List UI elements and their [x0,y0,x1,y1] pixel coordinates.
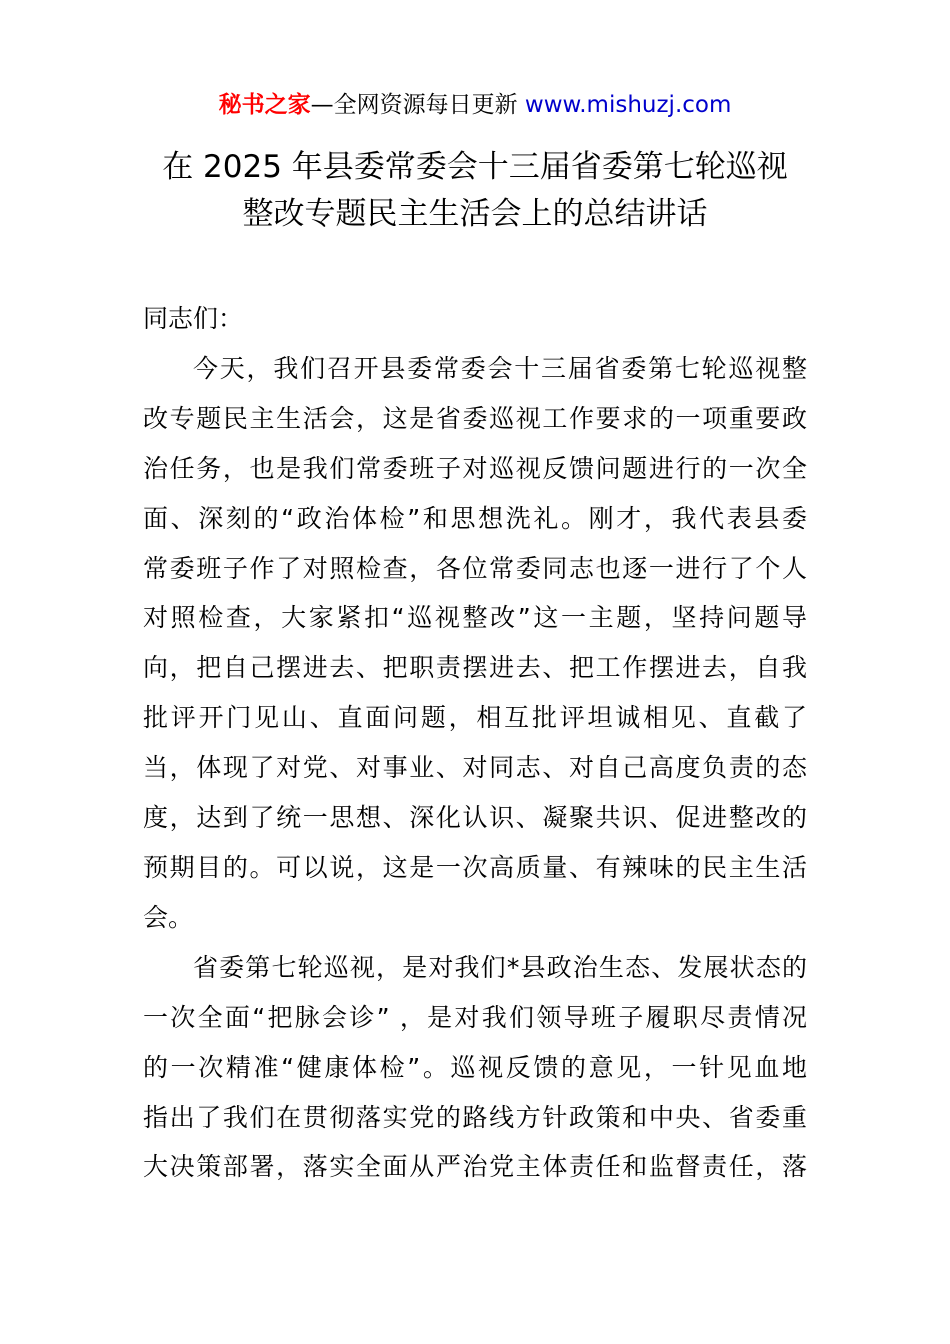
text-line: 的一次精准“健康体检”。巡视反馈的意见，一针见血地 [143,1052,807,1082]
text-line: 指出了我们在贯彻落实党的路线方针政策和中央、省委重 [143,1102,807,1132]
paragraph [143,344,807,943]
text-line: 向，把自己摆进去、把职责摆进去、把工作摆进去，自我 [143,653,807,683]
document-title [100,144,850,238]
text-line: 对照检查，大家紧扣“巡视整改”这一主题，坚持问题导 [143,603,807,633]
text-line: 当，体现了对党、对事业、对同志、对自己高度负责的态 [143,753,807,783]
text-line: 改专题民主生活会，这是省委巡视工作要求的一项重要政 [143,403,807,433]
title-line: 整改专题民主生活会上的总结讲话 [242,196,708,232]
text-line: 大决策部署，落实全面从严治党主体责任和监督责任，落 [143,1152,807,1182]
text-line: 批评开门见山、直面问题，相互批评坦诚相见、直截了 [143,703,807,733]
text-line: 预期目的。可以说，这是一次高质量、有辣味的民主生活 [143,852,807,882]
paragraph [143,943,807,1193]
site-header [0,88,950,122]
header-tagline: —全网资源每日更新 [310,92,525,118]
text-line: 省委第七轮巡视，是对我们*县政治生态、发展状态的 [193,952,807,982]
text-line: 治任务，也是我们常委班子对巡视反馈问题进行的一次全 [143,453,807,483]
title-line: 在 2025 年县委常委会十三届省委第七轮巡视 [162,149,788,185]
text-line: 度，达到了统一思想、深化认识、凝聚共识、促进整改的 [143,803,807,833]
text-line: 会。 [143,902,194,932]
site-url-link[interactable]: www.mishuzj.com [524,92,732,118]
salutation: 同志们： [143,304,244,333]
text-line: 今天，我们召开县委常委会十三届省委第七轮巡视整 [193,353,807,383]
document-body [143,294,807,1192]
brand-name: 秘书之家 [218,92,311,118]
text-line: 常委班子作了对照检查，各位常委同志也逐一进行了个人 [143,553,807,583]
text-line: 一次全面“把脉会诊” ，是对我们领导班子履职尽责情况 [143,1002,807,1032]
text-line: 面、深刻的“政治体检”和思想洗礼。刚才，我代表县委 [143,503,807,533]
